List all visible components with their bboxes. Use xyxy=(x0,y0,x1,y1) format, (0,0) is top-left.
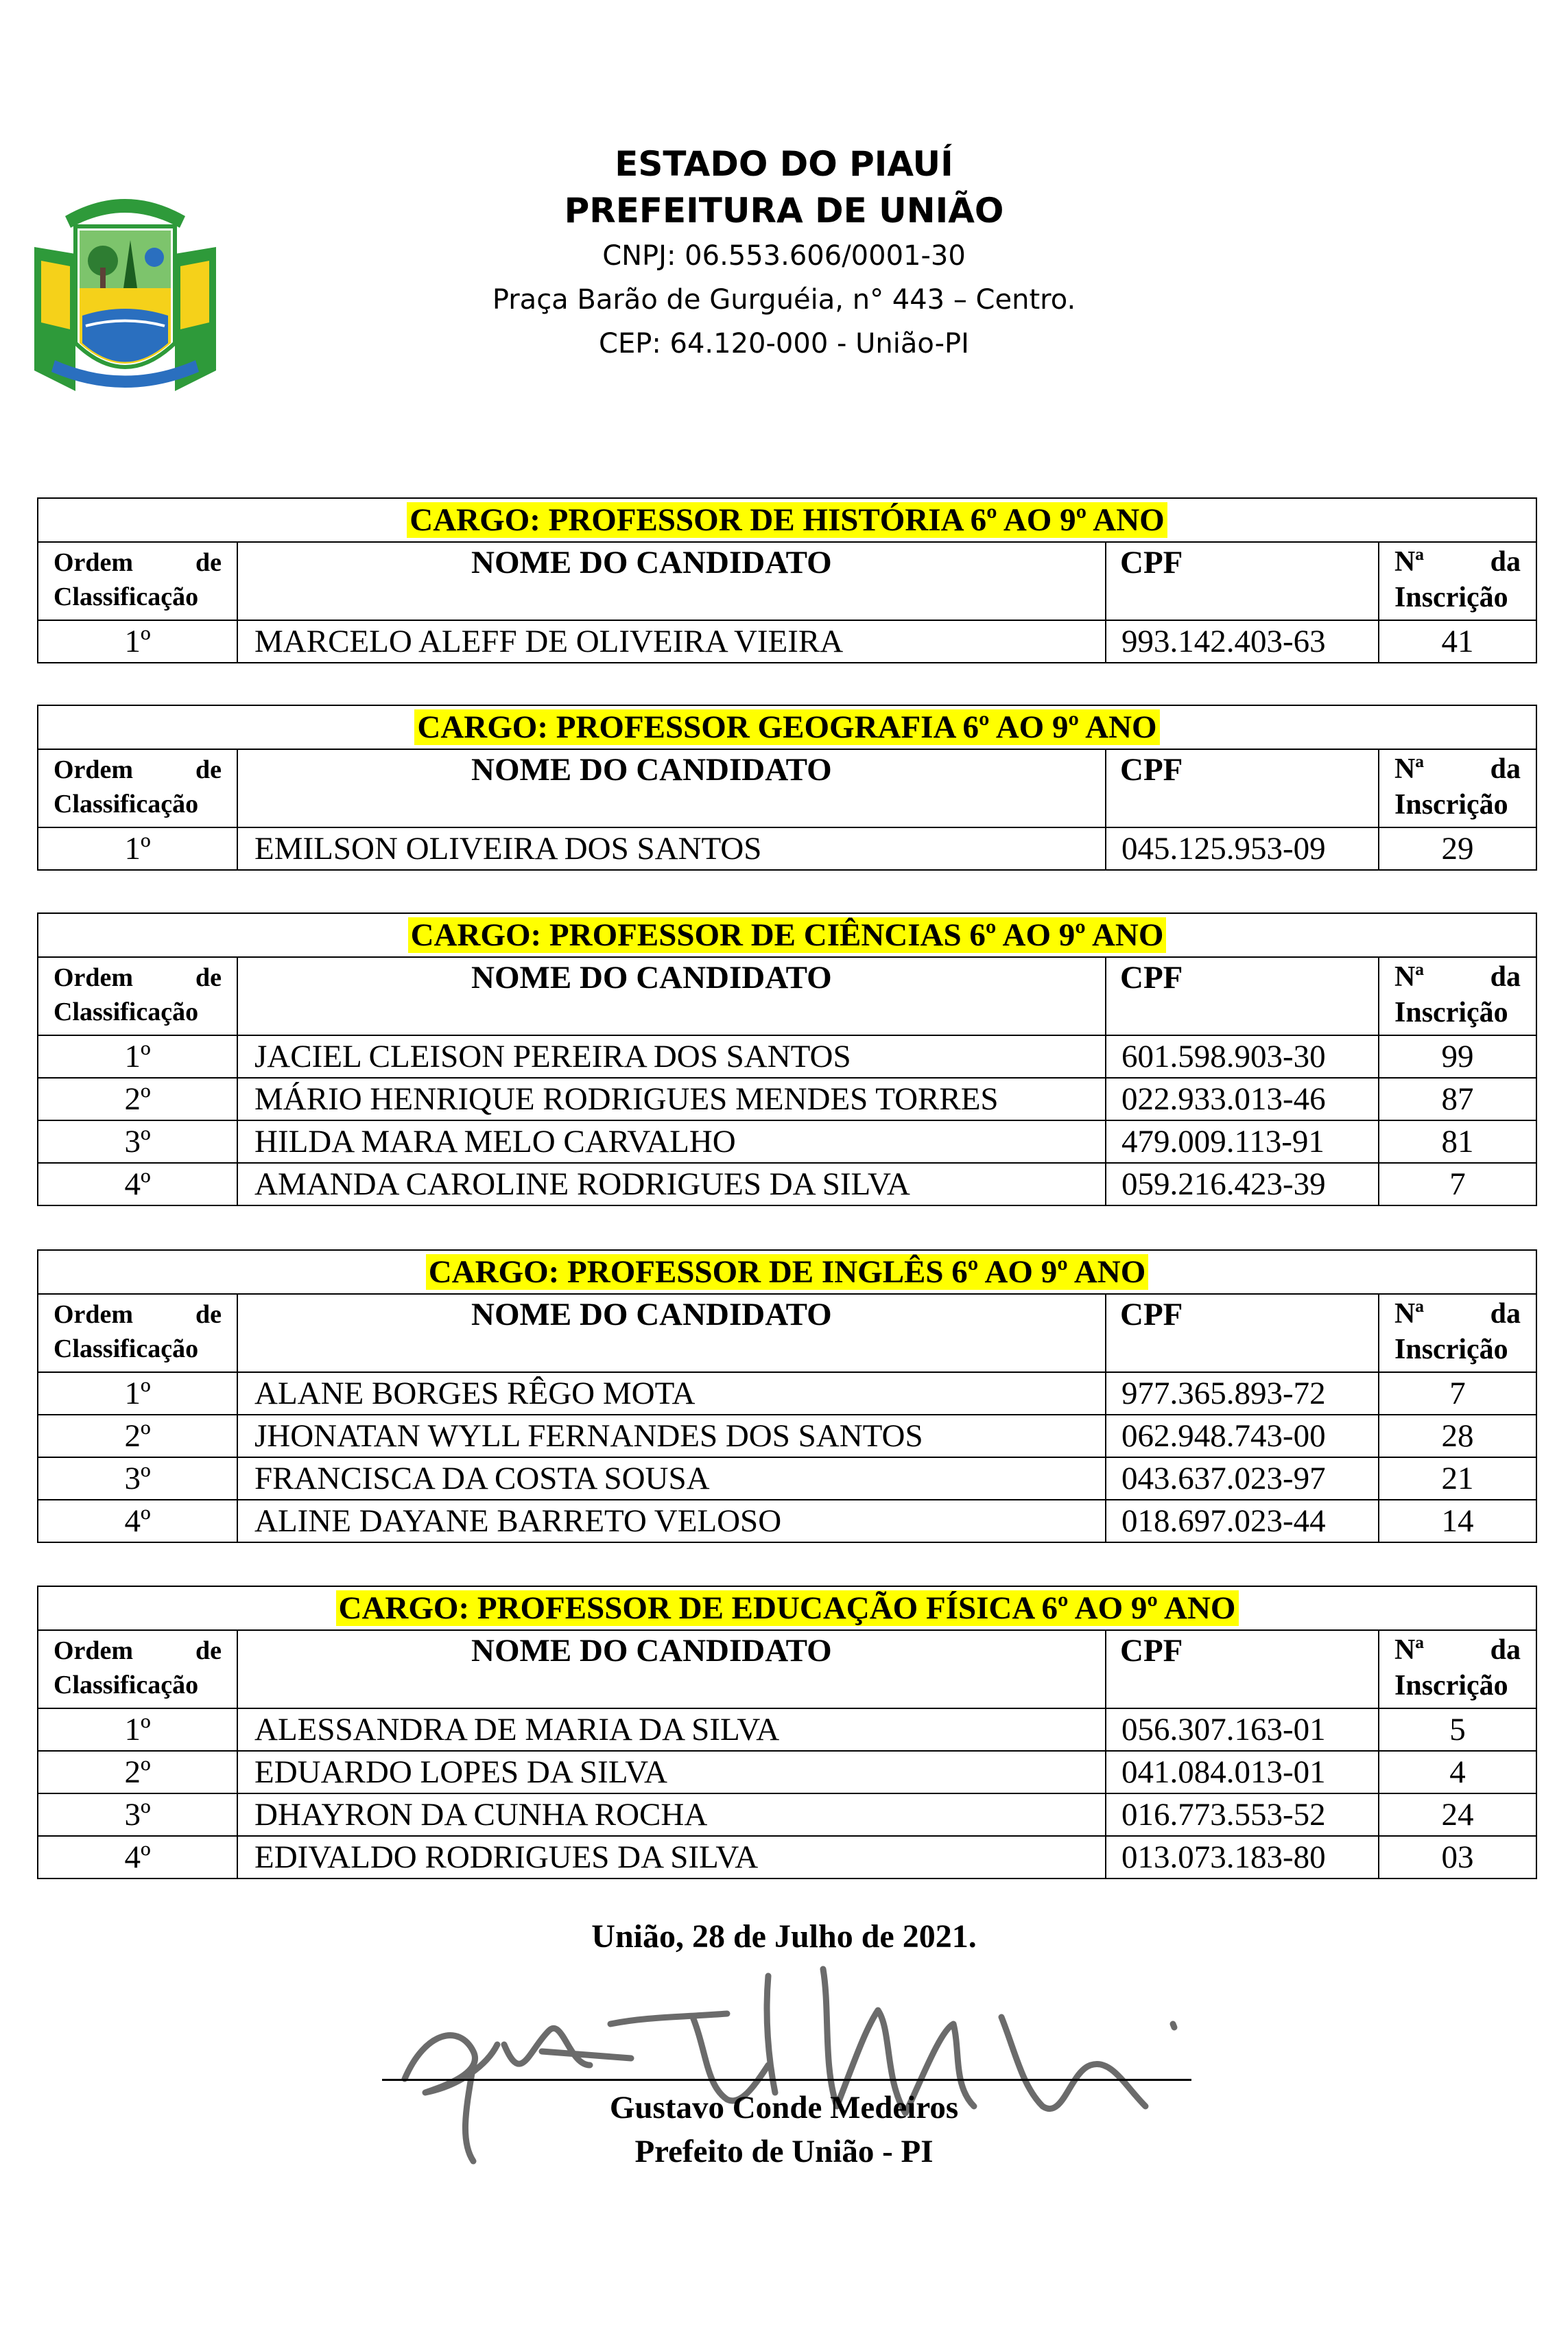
cell-inscricao: 87 xyxy=(1379,1078,1536,1120)
signer-block xyxy=(0,2086,1568,2174)
cargo-title: CARGO: PROFESSOR DE CIÊNCIAS 6º AO 9º ANO xyxy=(38,913,1536,957)
cell-cpf: 043.637.023-97 xyxy=(1106,1457,1379,1500)
cell-cpf: 977.365.893-72 xyxy=(1106,1372,1379,1415)
cnpj-line: CNPJ: 06.553.606/0001-30 xyxy=(602,240,966,272)
cell-inscricao: 99 xyxy=(1379,1035,1536,1078)
cell-nome: AMANDA CAROLINE RODRIGUES DA SILVA xyxy=(237,1163,1106,1205)
cell-cpf: 056.307.163-01 xyxy=(1106,1708,1379,1751)
header-inscricao: Nª da Inscrição xyxy=(1379,1630,1536,1708)
cell-ordem: 3º xyxy=(38,1793,237,1836)
header-ordem: Ordem de Classificação xyxy=(38,542,237,620)
cell-inscricao: 7 xyxy=(1379,1372,1536,1415)
table-row xyxy=(38,1415,1536,1457)
cell-ordem: 4º xyxy=(38,1836,237,1878)
cell-nome: DHAYRON DA CUNHA ROCHA xyxy=(237,1793,1106,1836)
cell-nome: JACIEL CLEISON PEREIRA DOS SANTOS xyxy=(237,1035,1106,1078)
table-row xyxy=(38,1078,1536,1120)
cell-ordem: 1º xyxy=(38,620,237,663)
cell-nome: MARCELO ALEFF DE OLIVEIRA VIEIRA xyxy=(237,620,1106,663)
cargo-title: CARGO: PROFESSOR DE HISTÓRIA 6º AO 9º ANO xyxy=(38,498,1536,542)
cargo-title: CARGO: PROFESSOR GEOGRAFIA 6º AO 9º ANO xyxy=(38,705,1536,749)
table-row xyxy=(38,1793,1536,1836)
cell-ordem: 1º xyxy=(38,1372,237,1415)
cell-ordem: 1º xyxy=(38,827,237,870)
table-row xyxy=(38,620,1536,663)
cell-ordem: 3º xyxy=(38,1120,237,1163)
table-row xyxy=(38,1836,1536,1878)
table-row xyxy=(38,1751,1536,1793)
state-title: ESTADO DO PIAUÍ xyxy=(615,144,953,184)
header-cpf: CPF xyxy=(1106,1294,1379,1372)
header-inscricao: Nª da Inscrição xyxy=(1379,1294,1536,1372)
cell-cpf: 062.948.743-00 xyxy=(1106,1415,1379,1457)
header-nome: NOME DO CANDIDATO xyxy=(237,1630,1106,1708)
header-nome: NOME DO CANDIDATO xyxy=(237,957,1106,1035)
document-header xyxy=(0,141,1568,366)
header-ordem: Ordem de Classificação xyxy=(38,1630,237,1708)
header-cpf: CPF xyxy=(1106,749,1379,827)
cell-inscricao: 7 xyxy=(1379,1163,1536,1205)
cell-inscricao: 24 xyxy=(1379,1793,1536,1836)
document-date: União, 28 de Julho de 2021. xyxy=(591,1918,977,1955)
table-row xyxy=(38,1035,1536,1078)
cell-inscricao: 41 xyxy=(1379,620,1536,663)
header-ordem: Ordem de Classificação xyxy=(38,1294,237,1372)
header-inscricao: Nª da Inscrição xyxy=(1379,542,1536,620)
header-cpf: CPF xyxy=(1106,542,1379,620)
cell-inscricao: 5 xyxy=(1379,1708,1536,1751)
cell-nome: ALANE BORGES RÊGO MOTA xyxy=(237,1372,1106,1415)
cargo-table xyxy=(37,1249,1537,1543)
signer-title: Prefeito de União - PI xyxy=(634,2134,934,2169)
header-cpf: CPF xyxy=(1106,1630,1379,1708)
cargo-table xyxy=(37,912,1537,1206)
cell-cpf: 022.933.013-46 xyxy=(1106,1078,1379,1120)
header-inscricao: Nª da Inscrição xyxy=(1379,957,1536,1035)
cargo-table xyxy=(37,705,1537,871)
cell-nome: EDIVALDO RODRIGUES DA SILVA xyxy=(237,1836,1106,1878)
cell-ordem: 1º xyxy=(38,1708,237,1751)
cell-nome: EMILSON OLIVEIRA DOS SANTOS xyxy=(237,827,1106,870)
cell-cpf: 993.142.403-63 xyxy=(1106,620,1379,663)
cell-ordem: 2º xyxy=(38,1078,237,1120)
cell-inscricao: 29 xyxy=(1379,827,1536,870)
prefecture-title: PREFEITURA DE UNIÃO xyxy=(564,191,1004,231)
cell-ordem: 4º xyxy=(38,1500,237,1542)
header-nome: NOME DO CANDIDATO xyxy=(237,1294,1106,1372)
cell-inscricao: 21 xyxy=(1379,1457,1536,1500)
cell-cpf: 479.009.113-91 xyxy=(1106,1120,1379,1163)
signature-line xyxy=(382,2079,1191,2081)
header-nome: NOME DO CANDIDATO xyxy=(237,542,1106,620)
cell-cpf: 018.697.023-44 xyxy=(1106,1500,1379,1542)
cargo-title: CARGO: PROFESSOR DE INGLÊS 6º AO 9º ANO xyxy=(38,1250,1536,1294)
cell-cpf: 041.084.013-01 xyxy=(1106,1751,1379,1793)
cell-ordem: 3º xyxy=(38,1457,237,1500)
cell-nome: EDUARDO LOPES DA SILVA xyxy=(237,1751,1106,1793)
table-row xyxy=(38,1120,1536,1163)
cell-inscricao: 4 xyxy=(1379,1751,1536,1793)
signer-name: Gustavo Conde Medeiros xyxy=(609,2090,959,2125)
cep-line: CEP: 64.120-000 - União-PI xyxy=(599,328,969,360)
table-row xyxy=(38,1457,1536,1500)
cell-cpf: 059.216.423-39 xyxy=(1106,1163,1379,1205)
header-cpf: CPF xyxy=(1106,957,1379,1035)
cell-nome: HILDA MARA MELO CARVALHO xyxy=(237,1120,1106,1163)
header-nome: NOME DO CANDIDATO xyxy=(237,749,1106,827)
header-ordem: Ordem de Classificação xyxy=(38,957,237,1035)
cell-inscricao: 81 xyxy=(1379,1120,1536,1163)
cell-ordem: 4º xyxy=(38,1163,237,1205)
table-row xyxy=(38,827,1536,870)
cell-cpf: 601.598.903-30 xyxy=(1106,1035,1379,1078)
cell-nome: ALINE DAYANE BARRETO VELOSO xyxy=(237,1500,1106,1542)
cell-nome: MÁRIO HENRIQUE RODRIGUES MENDES TORRES xyxy=(237,1078,1106,1120)
table-row xyxy=(38,1500,1536,1542)
cell-inscricao: 14 xyxy=(1379,1500,1536,1542)
cell-nome: FRANCISCA DA COSTA SOUSA xyxy=(237,1457,1106,1500)
cell-cpf: 045.125.953-09 xyxy=(1106,827,1379,870)
cell-cpf: 016.773.553-52 xyxy=(1106,1793,1379,1836)
cargo-table xyxy=(37,497,1537,663)
cell-nome: JHONATAN WYLL FERNANDES DOS SANTOS xyxy=(237,1415,1106,1457)
address-line: Praça Barão de Gurguéia, n° 443 – Centro. xyxy=(492,284,1076,316)
cell-inscricao: 03 xyxy=(1379,1836,1536,1878)
cell-ordem: 2º xyxy=(38,1415,237,1457)
cell-ordem: 2º xyxy=(38,1751,237,1793)
header-inscricao: Nª da Inscrição xyxy=(1379,749,1536,827)
cell-nome: ALESSANDRA DE MARIA DA SILVA xyxy=(237,1708,1106,1751)
cell-inscricao: 28 xyxy=(1379,1415,1536,1457)
cell-ordem: 1º xyxy=(38,1035,237,1078)
table-row xyxy=(38,1163,1536,1205)
cell-cpf: 013.073.183-80 xyxy=(1106,1836,1379,1878)
table-row xyxy=(38,1372,1536,1415)
table-row xyxy=(38,1708,1536,1751)
cargo-title: CARGO: PROFESSOR DE EDUCAÇÃO FÍSICA 6º AO 9º ANO xyxy=(38,1586,1536,1630)
header-ordem: Ordem de Classificação xyxy=(38,749,237,827)
cargo-table xyxy=(37,1586,1537,1879)
